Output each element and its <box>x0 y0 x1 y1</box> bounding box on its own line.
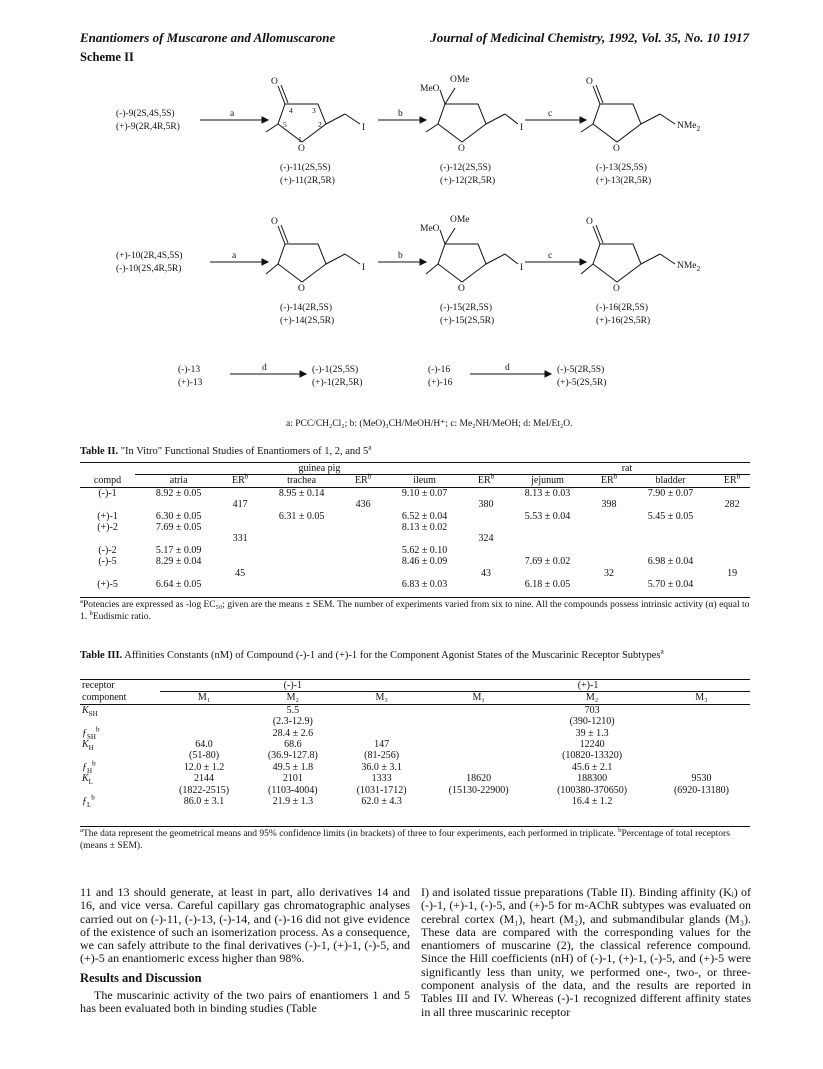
r1-p13-a: (-)-13(2S,5S) <box>596 163 647 173</box>
t3-cell: 28.4 ± 2.6 <box>272 727 314 739</box>
t2-cell: 7.69 ± 0.02 <box>524 556 571 568</box>
t2-h-bladder: bladder <box>655 475 686 487</box>
t2-cell <box>714 522 750 533</box>
t2-cell: 8.13 ± 0.03 <box>524 487 571 499</box>
t2-cell <box>504 533 591 544</box>
table3-footnotes: $^a$The data represent the geometrical means and 95% confidence limits (in brackets) of three to four experiments, each performed in triplicate. $^b$Percentage of total receptors (means ± SEM). <box>80 826 750 852</box>
t3-row-label: $K_{SH}$ <box>82 704 98 718</box>
t2-cell <box>591 556 627 567</box>
t2-compd-cell: (-)-5 <box>98 556 117 568</box>
r3-right-start-2: (+)-16 <box>428 378 453 388</box>
t3-cell <box>653 704 750 716</box>
t2-cell: 8.46 ± 0.09 <box>401 556 448 568</box>
t3-cell: (100380-370650) <box>557 784 628 796</box>
t2-cell: 8.95 ± 0.14 <box>278 487 325 499</box>
table2-label: Table II. <box>80 446 119 457</box>
t3-cell: 64.0 <box>195 739 213 751</box>
left-paragraph-2: The muscarinic activity of the two pairs of enantiomers 1 and 5 has been evaluated both in binding studies (Table <box>80 988 410 1016</box>
r1-11-num3: 3 <box>312 106 316 115</box>
t2-cell: 8.29 ± 0.04 <box>155 556 202 568</box>
t2-cell: 380 <box>478 499 494 511</box>
t3-cell <box>160 728 249 739</box>
t2-cell: 417 <box>232 499 248 511</box>
t2-cell <box>222 579 258 590</box>
t2-cell: 282 <box>724 499 740 511</box>
r3-left-prod-1: (-)-1(2S,5S) <box>312 365 359 375</box>
running-header-left: Enantiomers of Muscarone and Allomuscarone <box>80 30 336 45</box>
t3-cell: (390-1210) <box>569 716 615 728</box>
t3-h-plus1: (+)-1 <box>426 680 750 692</box>
t3-cell: (2.3-12.9) <box>272 716 313 728</box>
t2-cell: 43 <box>481 567 492 579</box>
t3-row <box>80 739 750 750</box>
t2-compd-cell: (-)-2 <box>98 544 117 556</box>
r1-11-ring-o: O <box>298 144 305 154</box>
t2-group-rat: rat <box>504 463 750 475</box>
t3-cell: 2144 <box>194 773 215 785</box>
r1-start-2: (+)-9(2R,4R,5R) <box>116 122 180 132</box>
t2-cell <box>591 579 627 590</box>
t3-h-minus1: (-)-1 <box>160 680 426 692</box>
t3-cell: 21.9 ± 1.3 <box>272 796 314 808</box>
t3-cell <box>426 762 531 773</box>
right-paragraph-1: I) and isolated tissue preparations (Table II). Binding affinity (Kᵢ) of (-)-1, (+)-1, (-)-5, and (+)-5 for m-AChR subtypes was evaluated on cerebral cortex (M₁), heart (M₂), and submandibular glands (M₃). These data are compared with the corresponding values for the enantiomers of muscarine (2), the classical reference compound. Since the Hill coefficients (nH) of (-)-1, (+)-1, (-)-5, and (+)-5 were significantly less than unity, we performed one-, two-, or three-component analysis of the data, and the results are reported in Tables III and IV. Whereas (-)-1 recognized different affinity states in all three muscarinic receptor <box>421 885 751 1019</box>
t3-row-label <box>80 716 160 727</box>
r1-arrow-b: b <box>398 109 403 119</box>
t2-cell <box>258 556 345 567</box>
r2-p16-a: (-)-16(2R,5S) <box>596 303 648 313</box>
t3-row-label: $ƒ_{SH}^b$ <box>82 725 100 741</box>
t2-cell <box>222 522 258 533</box>
t3-cell: 45.6 ± 2.1 <box>571 761 613 773</box>
t2-cell <box>468 511 504 522</box>
t2-cell: 6.30 ± 0.05 <box>155 510 202 522</box>
t3-cell: 703 <box>584 704 600 716</box>
t2-cell <box>591 545 627 556</box>
t3-cell: 12240 <box>579 739 605 751</box>
t3-cell <box>653 716 750 727</box>
t2-cell: 7.69 ± 0.05 <box>155 522 202 534</box>
r3-right-prod-2: (+)-5(2S,5R) <box>557 378 607 388</box>
t3-cell: (36.9-127.8) <box>267 750 318 762</box>
t2-cell <box>222 511 258 522</box>
t2-cell <box>345 556 381 567</box>
table3-label: Table III. <box>80 650 123 661</box>
t3-cell: (51-80) <box>189 750 220 762</box>
t2-cell <box>345 511 381 522</box>
r3-right-start-1: (-)-16 <box>428 365 451 375</box>
t2-row <box>80 511 750 522</box>
body-column-left <box>80 886 410 1016</box>
t2-cell <box>468 579 504 590</box>
t3-cell: (15130-22900) <box>448 784 509 796</box>
r2-p15-b: (+)-15(2S,5R) <box>440 316 495 326</box>
t2-compd-cell <box>80 533 135 544</box>
t3-cell: 1333 <box>371 773 392 785</box>
t2-row <box>80 499 750 510</box>
r3-right-arrow-d: d <box>505 363 510 373</box>
t2-cell <box>627 568 714 579</box>
t2-cell: 6.98 ± 0.04 <box>647 556 694 568</box>
r2-15-meo: MeO <box>420 224 440 234</box>
t3-cell: 36.0 ± 3.1 <box>361 761 402 773</box>
left-paragraph-1: 11 and 13 should generate, at least in part, allo derivatives 14 and 16, and vice versa. Careful capillary gas chromatographic analyses carried out on (-)-11, (-)-13, (-)-14, and (-)-16 did not give evidence of the existence of such an isomerization process. As a consequence, we can safely attribute to the final derivatives (-)-1, (+)-1, (-)-5, and (+)-5 an enantiomeric excess higher than 98%. <box>80 885 410 966</box>
r2-15-ome: OMe <box>450 215 470 225</box>
t2-cell: 6.83 ± 0.03 <box>401 579 448 591</box>
r1-11-num4: 4 <box>289 106 293 115</box>
r2-16-o: O <box>586 217 593 227</box>
t3-cell: 2101 <box>282 773 303 785</box>
body-column-right <box>421 886 751 1019</box>
t2-cell: 9.10 ± 0.07 <box>401 487 448 499</box>
r1-arrow-c: c <box>548 109 553 119</box>
t2-cell <box>345 545 381 556</box>
r3-left-start-1: (-)-13 <box>178 365 201 375</box>
t3-h-m1a: M₁ <box>197 692 211 704</box>
t3-row-label: $ƒ_H^b$ <box>82 759 96 775</box>
t2-cell: 436 <box>355 499 371 511</box>
t3-h-receptor: receptor <box>82 680 115 692</box>
r2-16-ring-o: O <box>613 284 620 294</box>
t2-cell: 5.62 ± 0.10 <box>401 544 448 556</box>
t2-cell <box>135 533 222 544</box>
t3-cell: (1822-2515) <box>179 784 230 796</box>
t2-cell <box>468 556 504 567</box>
t2-cell <box>627 545 714 556</box>
r2-start-2: (-)-10(2S,4R,5R) <box>116 264 182 274</box>
t3-row <box>80 704 750 716</box>
t3-row-label: $K_H$ <box>82 739 94 753</box>
table2-footnotes: $^a$Potencies are expressed as -log EC₅₀; given are the means ± SEM. The number of experiments varied from six to nine. All the compounds possess intrinsic activity (α) equal to 1. $^b$Eudismic ratio. <box>80 597 750 622</box>
t2-cell <box>345 522 381 533</box>
r1-13-nme: NMe$_2$ <box>677 121 701 133</box>
t2-h-er4: $ER^b$ <box>600 473 618 487</box>
r2-p15-a: (-)-15(2R,5S) <box>440 303 492 313</box>
t2-cell <box>381 568 468 579</box>
t2-cell: 45 <box>235 567 246 579</box>
t2-cell <box>135 499 222 510</box>
t3-cell <box>426 796 531 807</box>
t2-row <box>80 487 750 499</box>
section-heading: Results and Discussion <box>80 970 202 985</box>
t3-h-m3b: M₃ <box>695 692 708 704</box>
t2-cell <box>591 522 627 533</box>
t2-body <box>80 487 750 590</box>
t2-cell: 5.70 ± 0.04 <box>647 579 694 591</box>
t2-row <box>80 556 750 567</box>
r1-arrow-a: a <box>230 109 235 119</box>
t2-cell <box>258 545 345 556</box>
table3 <box>80 679 750 810</box>
r2-14-ring-o: O <box>298 284 305 294</box>
t2-cell: 6.18 ± 0.05 <box>524 579 571 591</box>
r2-arrow-c: c <box>548 251 553 261</box>
t2-cell: 7.90 ± 0.07 <box>647 487 694 499</box>
r1-p11-a: (-)-11(2S,5S) <box>280 163 331 173</box>
t2-cell <box>468 545 504 556</box>
table2-caption: Table II. "In Vitro" Functional Studies of Enantiomers of 1, 2, and 5$^a$ <box>80 442 372 457</box>
t2-cell: 6.52 ± 0.04 <box>401 510 448 522</box>
t2-cell: 324 <box>478 533 494 545</box>
t3-row <box>80 762 750 773</box>
t2-cell <box>591 487 627 499</box>
t3-cell <box>426 739 531 750</box>
t2-compd-cell: (-)-1 <box>98 487 117 499</box>
t3-row-label: $ƒ_L^b$ <box>82 793 95 810</box>
t2-cell <box>714 487 750 499</box>
t3-cell: 86.0 ± 3.1 <box>183 796 225 808</box>
t2-h-jejunum: jejunum <box>531 475 564 487</box>
t2-row <box>80 522 750 533</box>
t2-h-ileum: ileum <box>413 475 436 487</box>
t2-cell <box>504 522 591 533</box>
t2-cell <box>345 568 381 579</box>
r1-p13-b: (+)-13(2R,5R) <box>596 176 652 186</box>
t3-cell: (81-256) <box>364 750 400 762</box>
t2-cell: 5.45 ± 0.05 <box>647 510 694 522</box>
r1-13-ring-o: O <box>613 144 620 154</box>
t3-cell <box>653 750 750 761</box>
t3-cell <box>426 716 531 727</box>
t3-h-component: component <box>82 692 127 704</box>
r2-arrow-b: b <box>398 251 403 261</box>
t2-group-guinea-pig: guinea pig <box>135 463 504 475</box>
t2-cell <box>258 568 345 579</box>
t2-cell: 6.31 ± 0.05 <box>278 510 325 522</box>
t2-cell: 5.53 ± 0.04 <box>524 510 571 522</box>
t3-cell <box>426 750 531 761</box>
t3-row <box>80 773 750 784</box>
t3-cell: 12.0 ± 1.2 <box>183 761 225 773</box>
t3-cell <box>653 796 750 807</box>
t3-cell <box>653 728 750 739</box>
r1-11-o: O <box>271 77 278 87</box>
t2-cell <box>222 487 258 499</box>
t3-cell <box>426 728 531 739</box>
t2-row <box>80 545 750 556</box>
t2-cell: 32 <box>604 567 615 579</box>
t3-cell <box>337 704 426 716</box>
t2-cell: 331 <box>232 533 248 545</box>
t2-cell: 8.13 ± 0.02 <box>401 522 448 534</box>
t2-cell <box>222 545 258 556</box>
t2-cell <box>468 487 504 499</box>
t2-cell <box>381 499 468 510</box>
r1-12-ring-o: O <box>458 144 465 154</box>
r2-15-i: I <box>520 263 524 273</box>
t3-footnote-a: The data represent the geometrical means and 95% confidence limits (in brackets) of three to four experiments, each performed in triplicate. <box>82 829 616 839</box>
t3-cell <box>337 728 426 739</box>
t3-h-m1b: M₁ <box>472 692 485 704</box>
t2-footnote-a: Potencies are expressed as -log EC₅₀; given are the means ± SEM. The number of experiments varied from six to nine. All the compounds possess intrinsic activity (α) equal to 1. <box>80 600 750 622</box>
t2-cell <box>222 556 258 567</box>
t2-h-atria: atria <box>169 475 188 487</box>
r3-left-arrow-d: d <box>262 363 267 373</box>
t2-cell <box>714 533 750 544</box>
t2-row <box>80 533 750 544</box>
t2-compd-cell: (+)-5 <box>97 579 118 591</box>
t2-h-er3: $ER^b$ <box>477 473 495 487</box>
t3-h-m2a: M₂ <box>286 692 300 704</box>
t2-cell <box>468 522 504 533</box>
t2-cell: 8.92 ± 0.05 <box>155 487 202 499</box>
t3-cell: 147 <box>374 739 390 751</box>
r1-11-num2: 2 <box>318 120 322 129</box>
r2-p14-b: (+)-14(2S,5R) <box>280 316 335 326</box>
t3-cell: (6920-13180) <box>673 784 729 796</box>
r3-left-start-2: (+)-13 <box>178 378 203 388</box>
r2-14-o: O <box>271 217 278 227</box>
r2-14-i: I <box>362 263 366 273</box>
t3-cell: 18620 <box>466 773 492 785</box>
r1-11-num5: 5 <box>283 120 287 129</box>
r1-13-o: O <box>586 77 593 87</box>
t3-cell: 49.5 ± 1.8 <box>272 761 314 773</box>
t2-compd-cell <box>80 568 135 579</box>
t2-cell <box>504 568 591 579</box>
t3-cell <box>426 704 531 716</box>
t3-cell <box>653 739 750 750</box>
t2-compd-cell: (+)-2 <box>97 522 118 534</box>
t3-cell: (1103-4004) <box>268 784 318 796</box>
t3-h-m3a: M₃ <box>375 692 388 704</box>
t2-cell <box>345 487 381 499</box>
t2-cell <box>627 522 714 533</box>
t3-body <box>80 704 750 810</box>
r1-p11-b: (+)-11(2R,5R) <box>280 176 335 186</box>
r2-16-nme: NMe$_2$ <box>677 261 701 273</box>
t2-cell: 19 <box>727 567 738 579</box>
r1-11-num1: 1 <box>298 135 302 144</box>
t2-h-er5: $ER^b$ <box>723 473 741 487</box>
r1-12-ome: OMe <box>450 75 470 85</box>
t2-cell <box>714 511 750 522</box>
t2-cell: 398 <box>601 499 617 511</box>
r1-p12-b: (+)-12(2R,5R) <box>440 176 496 186</box>
t2-cell <box>714 556 750 567</box>
t3-cell: 188300 <box>577 773 608 785</box>
t3-footnote-b: Percentage of total receptors (means ± SEM). <box>80 829 730 851</box>
t2-cell <box>627 533 714 544</box>
r1-11-i: I <box>362 123 366 133</box>
t2-cell <box>381 533 468 544</box>
t2-cell <box>504 499 591 510</box>
t3-cell: 9530 <box>691 773 712 785</box>
r3-left-prod-2: (+)-1(2R,5R) <box>312 378 363 388</box>
t2-cell: 6.64 ± 0.05 <box>155 579 202 591</box>
t2-cell <box>258 533 345 544</box>
r2-p16-b: (+)-16(2S,5R) <box>596 316 651 326</box>
r3-right-prod-1: (-)-5(2R,5S) <box>557 365 605 375</box>
t3-cell: (10820-13320) <box>562 750 623 762</box>
t3-cell <box>160 716 249 727</box>
scheme-label: Scheme II <box>80 50 134 64</box>
t3-cell: 5.5 <box>286 704 300 716</box>
t3-cell: (1031-1712) <box>356 784 407 796</box>
t2-cell <box>135 568 222 579</box>
t3-cell: 68.6 <box>284 739 302 751</box>
r1-12-i: I <box>520 123 524 133</box>
t2-header-row <box>80 475 750 487</box>
r2-start-1: (+)-10(2R,4S,5S) <box>116 251 183 261</box>
t2-cell: 5.17 ± 0.09 <box>155 544 202 556</box>
t2-h-trachea: trachea <box>287 475 317 487</box>
t2-h-compd: compd <box>93 475 122 487</box>
t3-row <box>80 796 750 807</box>
t2-row <box>80 579 750 590</box>
t2-cell <box>345 533 381 544</box>
r1-start-1: (-)-9(2S,4S,5S) <box>116 109 175 119</box>
r2-p14-a: (-)-14(2R,5S) <box>280 303 332 313</box>
reaction-scheme <box>0 62 823 422</box>
t3-cell: 16.4 ± 1.2 <box>571 796 613 808</box>
t3-row <box>80 785 750 796</box>
t3-row-label: $K_L$ <box>82 773 93 787</box>
r2-15-ring-o: O <box>458 284 465 294</box>
table3-caption: Table III. Affinities Constants (nM) of Compound (-)-1 and (+)-1 for the Component Agonist States of the Muscarinic Receptor Subtypes$^a$ <box>80 646 664 661</box>
t2-cell <box>591 511 627 522</box>
t2-cell <box>258 579 345 590</box>
table3-title: Affinities Constants (nM) of Compound (-)-1 and (+)-1 for the Component Agonist States of the Muscarinic Receptor Subtypes <box>124 650 661 661</box>
t2-h-er1: $ER^b$ <box>231 473 249 487</box>
t2-h-er2: $ER^b$ <box>354 473 372 487</box>
t2-cell <box>591 533 627 544</box>
t3-row <box>80 728 750 739</box>
t3-cell <box>337 716 426 727</box>
t3-cell: 62.0 ± 4.3 <box>361 796 402 808</box>
table2 <box>80 462 750 590</box>
t2-compd-cell <box>80 499 135 510</box>
t3-cell <box>160 704 249 716</box>
t2-cell <box>627 499 714 510</box>
t3-h-m2b: M₂ <box>585 692 599 704</box>
t2-cell <box>345 579 381 590</box>
running-header-right: Journal of Medicinal Chemistry, 1992, Vol. 35, No. 10 1917 <box>430 30 749 45</box>
t2-cell <box>258 522 345 533</box>
t2-cell <box>714 545 750 556</box>
t2-cell <box>504 545 591 556</box>
t2-cell <box>714 579 750 590</box>
t2-compd-cell: (+)-1 <box>97 510 118 522</box>
t3-cell <box>653 762 750 773</box>
t3-row <box>80 716 750 727</box>
r1-12-meo: MeO <box>420 84 440 94</box>
r2-arrow-a: a <box>232 251 237 261</box>
t2-footnote-b: Eudismic ratio. <box>92 612 151 622</box>
scheme-footnote: a: PCC/CH₂Cl₂; b: (MeO)₃CH/MeOH/H⁺; c: Me₂NH/MeOH; d: MeI/Et₂O. <box>286 419 573 429</box>
t3-row <box>80 750 750 761</box>
t2-cell <box>258 499 345 510</box>
table2-title: "In Vitro" Functional Studies of Enantiomers of 1, 2, and 5 <box>120 446 369 457</box>
r1-p12-a: (-)-12(2S,5S) <box>440 163 491 173</box>
t2-row <box>80 568 750 579</box>
t3-cell: 39 ± 1.3 <box>575 727 609 739</box>
